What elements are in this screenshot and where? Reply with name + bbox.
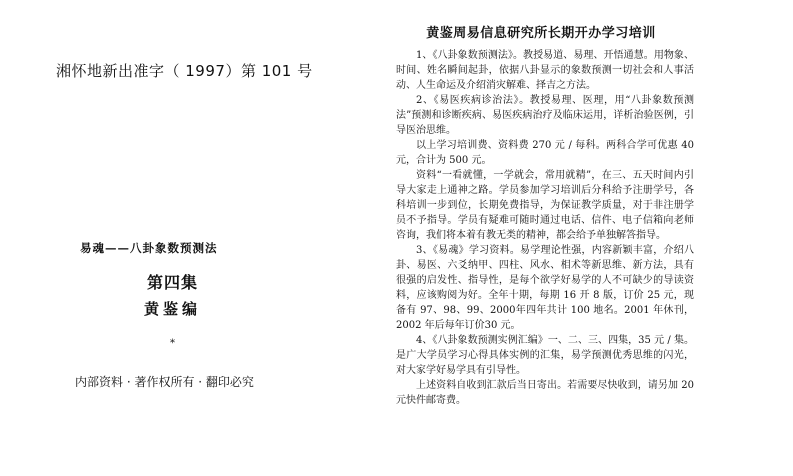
series-title: 易魂——八卦象数预测法 — [80, 241, 218, 255]
copyright-notice: 内部资料 · 著作权所有 · 翻印必究 — [75, 375, 254, 389]
paragraph-examples: 4、《八卦象数预测实例汇编》一、二、三、四集，35 元 / 集。是广大学员学习心得具体实例的汇集，易学预测优秀思维的闪光，对大家学好易学具有引导性。 — [396, 335, 694, 376]
paragraph-course-1: 1、《八卦象数预测法》。教授易道、易理、开悟通慧。用物象、时间、姓名瞬间起卦，依据八卦显示的象数预测一切社会和人事活动、人生命运及介绍消灾解难、择吉之方法。 — [396, 50, 694, 91]
paragraph-materials: 资料“一看就懂，一学就会，常用就精”，在三、五天时间内引导大家走上通神之路。学员参加学习培训后分科给予注册学号，各科培训一步到位，长期免费指导，为保证教学质量，对于非注册学员不予指导。学员有疑难可随时通过电话、信件、电子信箱向老师咨询，我们将本着有教无类的精神，都会给予单独解答指导。 — [396, 170, 694, 241]
paragraph-course-2: 2、《易医疾病诊治法》。教授易理、医理，用“八卦象数预测法”预测和诊断疾病、易医疾病治疗及临床运用，详析治验医例，引导医治思维。 — [396, 95, 694, 136]
publication-permit: 湘怀地新出准字（ 1997）第 101 号 — [56, 62, 313, 80]
training-ad-body — [396, 48, 694, 408]
paragraph-fees: 以上学习培训费、资料费 270 元 / 每科。两科合学可优惠 40 元，合计为 500 元。 — [396, 140, 694, 166]
star-ornament: * — [170, 338, 175, 349]
paragraph-shipping: 上述资料自收到汇款后当日寄出。若需要尽快收到，请另加 20 元快件邮寄费。 — [396, 380, 694, 406]
training-ad-title: 黄鉴周易信息研究所长期开办学习培训 — [426, 26, 656, 41]
volume-title: 第四集 — [146, 273, 198, 292]
left-page — [0, 0, 350, 476]
paragraph-yihun: 3、《易魂》学习资料。易学理论性强，内容新颖丰富，介绍八卦、易医、六爻纳甲、四柱、风水、相术等新思维、新方法，具有很强的启发性、指导性，是每个欲学好易学的人不可缺少的导读资料，应该购阅为好。全年十期，每期 16 开 8 版，订价 25 元，现备有 97、98、99、2000年四年共计 100 地名。2001 年休刊， 2002 年后每年订价30 元。 — [396, 245, 694, 331]
author-line: 黄鉴编 — [143, 300, 201, 318]
